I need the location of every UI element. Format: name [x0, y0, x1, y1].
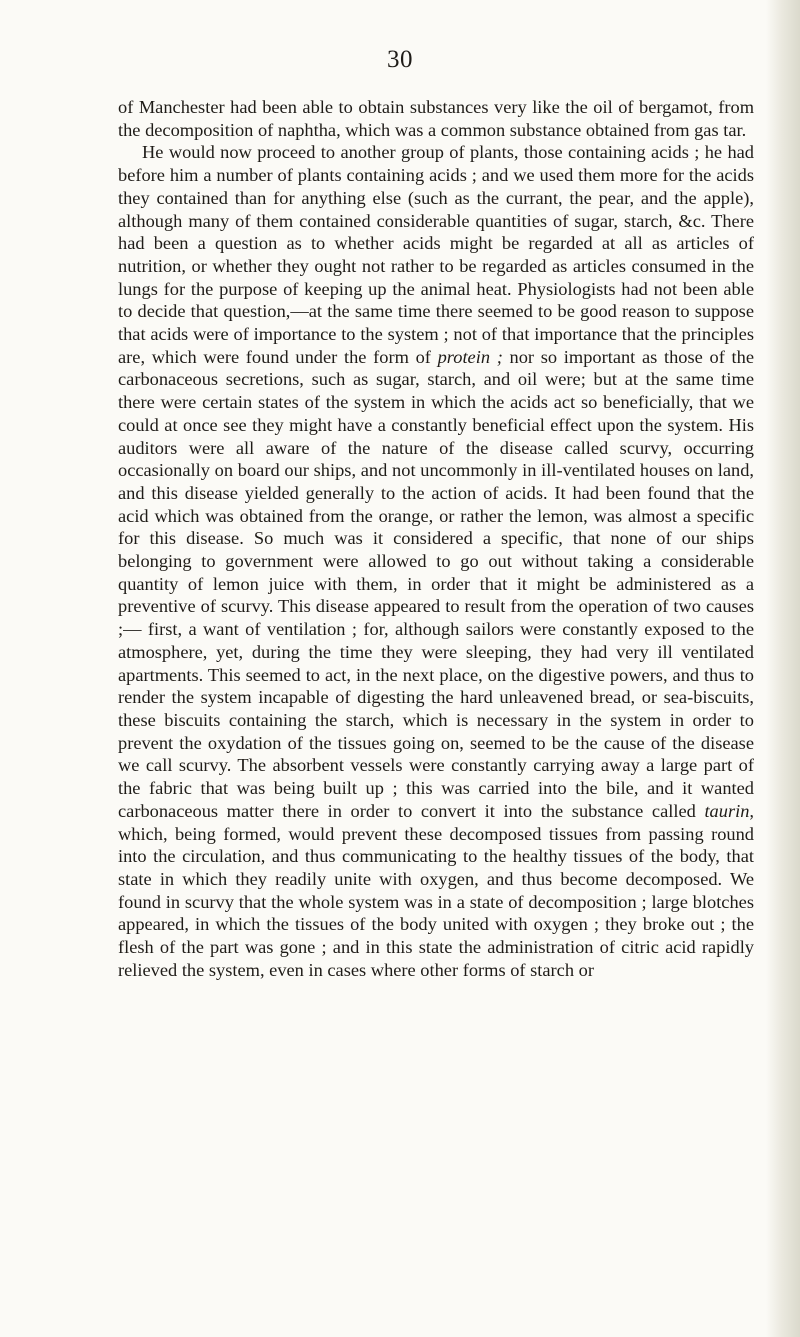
paragraph-2-segment-3: nor so important as those of the carbonaceous secretions, such as sugar, starch, and oil were; but at the same time there were certain states of the system in which the acids act so beneficially, that we could at once see they might have a constantly beneficial effect upon the system. His auditors were all aware of the nature of the disease called scurvy, occurring occasionally on board our ships, and not uncommonly in ill-ventilated houses on land, and this disease yielded generally to the action of acids. It had been found that the acid which was obtained from the orange, or rather the lemon, was almost a specific for this disease. So much was it considered a specific, that none of our ships belonging to government were allowed to go out without taking a considerable quantity of lemon juice with them, in order that it might be administered as a preventive of scurvy. This disease appeared to result from the operation of two causes ;— first, a want of ventilation ; for, although sailors were constantly exposed to the atmosphere, yet, during the time they were sleeping, they had very ill ventilated apartments. This seemed to act, in the next place, on the digestive powers, and thus to render the system incapable of digesting the hard unleavened bread, or sea-biscuits, these biscuits containing the starch, which is necessary in the system in order to prevent the oxydation of the tissues going on, seemed to be the cause of the disease we call scurvy. The absorbent vessels were constantly carrying away a large part of the fabric that was being built up ; this was carried into the bile, and it wanted carbonaceous matter there in order to convert it into the substance called	[118, 346, 754, 821]
italic-term-protein: protein ;	[437, 346, 503, 367]
italic-term-taurin: taurin,	[704, 800, 754, 821]
paragraph-2-segment-5: which, being formed, would prevent these decomposed tissues from passing round into the circulation, and thus communicating to the healthy tissues of the body, that state in which they readily unite with oxygen, and thus become decomposed. We found in scurvy that the whole system was in a state of decomposition ; large blotches appeared, in which the tissues of the body united with oxygen ; they broke out ; the flesh of the part was gone ; and in this state the administration of citric acid rapidly relieved the system, even in cases where other forms of starch or	[118, 823, 754, 980]
paragraph-2-segment-1: He would now proceed to another group of plants, those containing acids ; he had before him a number of plants containing acids ; and we used them more for the acids they contained than for anything else (such as the currant, the pear, and the apple), although many of them contained considerable quantities of sugar, starch, &c. There had been a question as to whether acids might be regarded at all as articles of nutrition, or whether they ought not rather to be regarded as articles consumed in the lungs for the purpose of keeping up the animal heat. Physiologists had not been able to decide that question,—at the same time there seemed to be good reason to suppose that acids were of importance to the system ; not of that importance that the principles are, which were found under the form of	[118, 142, 754, 367]
body-text	[118, 96, 754, 981]
page-number: 30	[387, 46, 413, 73]
paragraph-1: of Manchester had been able to obtain substances very like the oil of bergamot, from the decomposition of naphtha, which was a common substance obtained from gas tar.	[118, 97, 754, 140]
page-edge-shadow	[766, 0, 800, 1337]
paragraph-2	[118, 141, 754, 981]
